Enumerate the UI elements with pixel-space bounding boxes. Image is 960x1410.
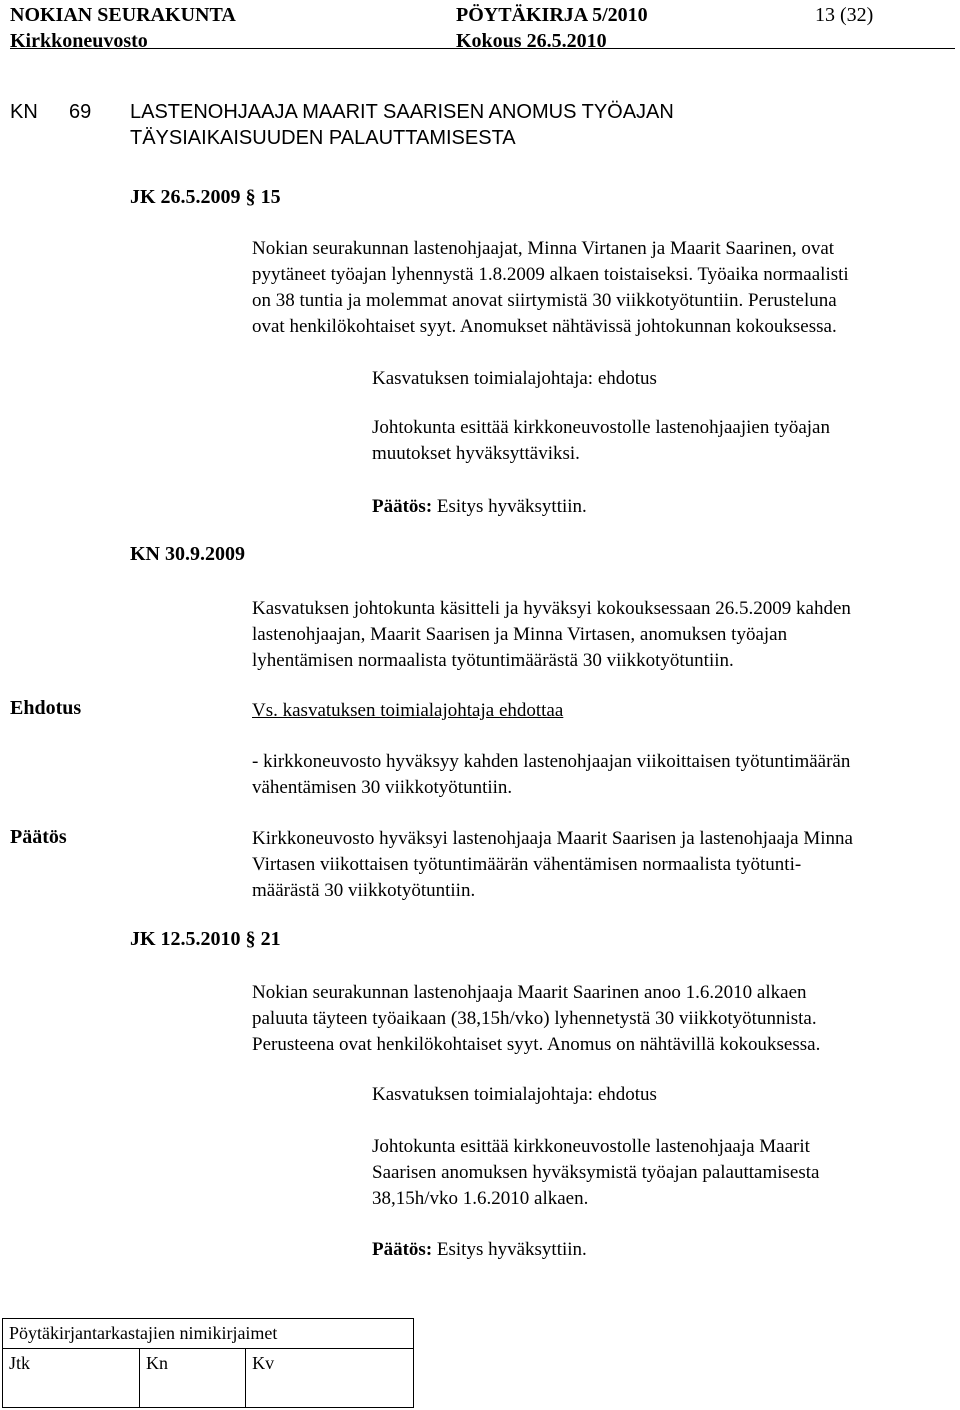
paragraph-number: 15 [260, 186, 281, 208]
text-line: on 38 tuntia ja molemmat anovat siirtymistä 30 viikkotyötuntiin. Perusteluna [252, 290, 837, 311]
org-name: NOKIAN SEURAKUNTA [10, 4, 236, 26]
kn2009-text [252, 596, 851, 674]
jk2010-text [252, 980, 820, 1058]
decision-text: Esitys hyväksyttiin. [432, 496, 587, 517]
proposal-label: Ehdotus [10, 697, 82, 719]
text-line: Nokian seurakunnan lastenohjaaja Maarit Saarinen anoo 1.6.2010 alkaen [252, 982, 807, 1003]
decision-label: Päätös: [372, 496, 433, 517]
ref-kn-2009: KN 30.9.2009 [130, 543, 245, 565]
text-line: Perusteena ovat henkilökohtaiset syyt. Anomus on nähtävillä kokouksessa. [252, 1034, 821, 1055]
text-line: Virtasen viikottaisen työtuntimäärän vähentämisen normaalista työtunti- [252, 854, 802, 875]
proposal-heading: Vs. kasvatuksen toimialajohtaja ehdottaa [252, 700, 564, 721]
text-line: lastenohjaajan, Maarit Saarisen ja Minna Virtasen, anomuksen työajan [252, 624, 788, 645]
initials-cell-kv: Kv [246, 1349, 414, 1408]
jk2009-proposal-title: Kasvatuksen toimialajohtaja: ehdotus [372, 368, 657, 389]
text-line: 38,15h/vko 1.6.2010 alkaen. [372, 1188, 589, 1209]
text-line: ovat henkilökohtaiset syyt. Anomukset nähtävissä johtokunnan kokouksessa. [252, 316, 837, 337]
jk2010-decision [372, 1237, 587, 1263]
text-line: muutokset hyväksyttäviksi. [372, 443, 580, 464]
kn2009-decision [252, 826, 853, 904]
paragraph-number: 21 [260, 928, 281, 950]
initials-title: Pöytäkirjantarkastajien nimikirjaimet [3, 1319, 414, 1349]
initials-cell-kn: Kn [140, 1349, 246, 1408]
text-line: Saarisen anomuksen hyväksymistä työajan palauttamisesta [372, 1162, 820, 1183]
jk2009-decision [372, 494, 587, 520]
text-line: Nokian seurakunnan lastenohjaajat, Minna Virtanen ja Maarit Saarinen, ovat [252, 238, 835, 259]
jk2010-proposal-title: Kasvatuksen toimialajohtaja: ehdotus [372, 1084, 657, 1105]
body-name: Kirkkoneuvosto [10, 30, 148, 52]
decision-label: Päätös: [372, 1239, 433, 1260]
ref-jk-2009 [130, 186, 281, 209]
text-line: Johtokunta esittää kirkkoneuvostolle lastenohjaajien työajan [372, 417, 830, 438]
jk2010-proposal [372, 1134, 819, 1212]
section-symbol: § [245, 928, 256, 950]
text-line: - kirkkoneuvosto hyväksyy kahden lastenohjaajan viikoittaisen työtuntimäärän [252, 751, 851, 772]
ref-date: JK 26.5.2009 [130, 186, 241, 208]
jk2009-text [252, 236, 849, 340]
kn2009-proposal [252, 749, 850, 801]
text-line: pyytäneet työajan lyhennystä 1.8.2009 alkaen toistaiseksi. Työaika normaalisti [252, 264, 849, 285]
text-line: lyhentämisen normaalista työtuntimäärästä 30 viikkotyötuntiin. [252, 650, 734, 671]
header-divider [10, 48, 955, 49]
initials-cell-jtk: Jtk [3, 1349, 140, 1408]
text-line: paluuta täyteen työaikaan (38,15h/vko) lyhennetystä 30 viikkotyötunnista. [252, 1008, 817, 1029]
decision-text: Esitys hyväksyttiin. [432, 1239, 587, 1260]
ref-jk-2010 [130, 928, 281, 951]
meeting-date: Kokous 26.5.2010 [456, 30, 607, 52]
section-number: 69 [69, 101, 92, 123]
section-code: KN [10, 101, 38, 123]
document-title: PÖYTÄKIRJA 5/2010 [456, 4, 648, 26]
section-title-line1: LASTENOHJAAJA MAARIT SAARISEN ANOMUS TYÖAJAN [130, 101, 674, 123]
jk2009-proposal [372, 415, 830, 467]
section-symbol: § [245, 186, 256, 208]
page-number: 13 (32) [815, 4, 874, 26]
decision-label: Päätös [10, 826, 67, 848]
text-line: vähentämisen 30 viikkotyötuntiin. [252, 777, 513, 798]
text-line: Johtokunta esittää kirkkoneuvostolle lastenohjaaja Maarit [372, 1136, 810, 1157]
ref-date: JK 12.5.2010 [130, 928, 241, 950]
text-line: Kasvatuksen johtokunta käsitteli ja hyväksyi kokouksessaan 26.5.2009 kahden [252, 598, 851, 619]
text-line: määrästä 30 viikkotyötuntiin. [252, 880, 476, 901]
text-line: Kirkkoneuvosto hyväksyi lastenohjaaja Maarit Saarisen ja lastenohjaaja Minna [252, 828, 853, 849]
initials-table [2, 1318, 414, 1408]
section-title-line2: TÄYSIAIKAISUUDEN PALAUTTAMISESTA [130, 127, 516, 149]
